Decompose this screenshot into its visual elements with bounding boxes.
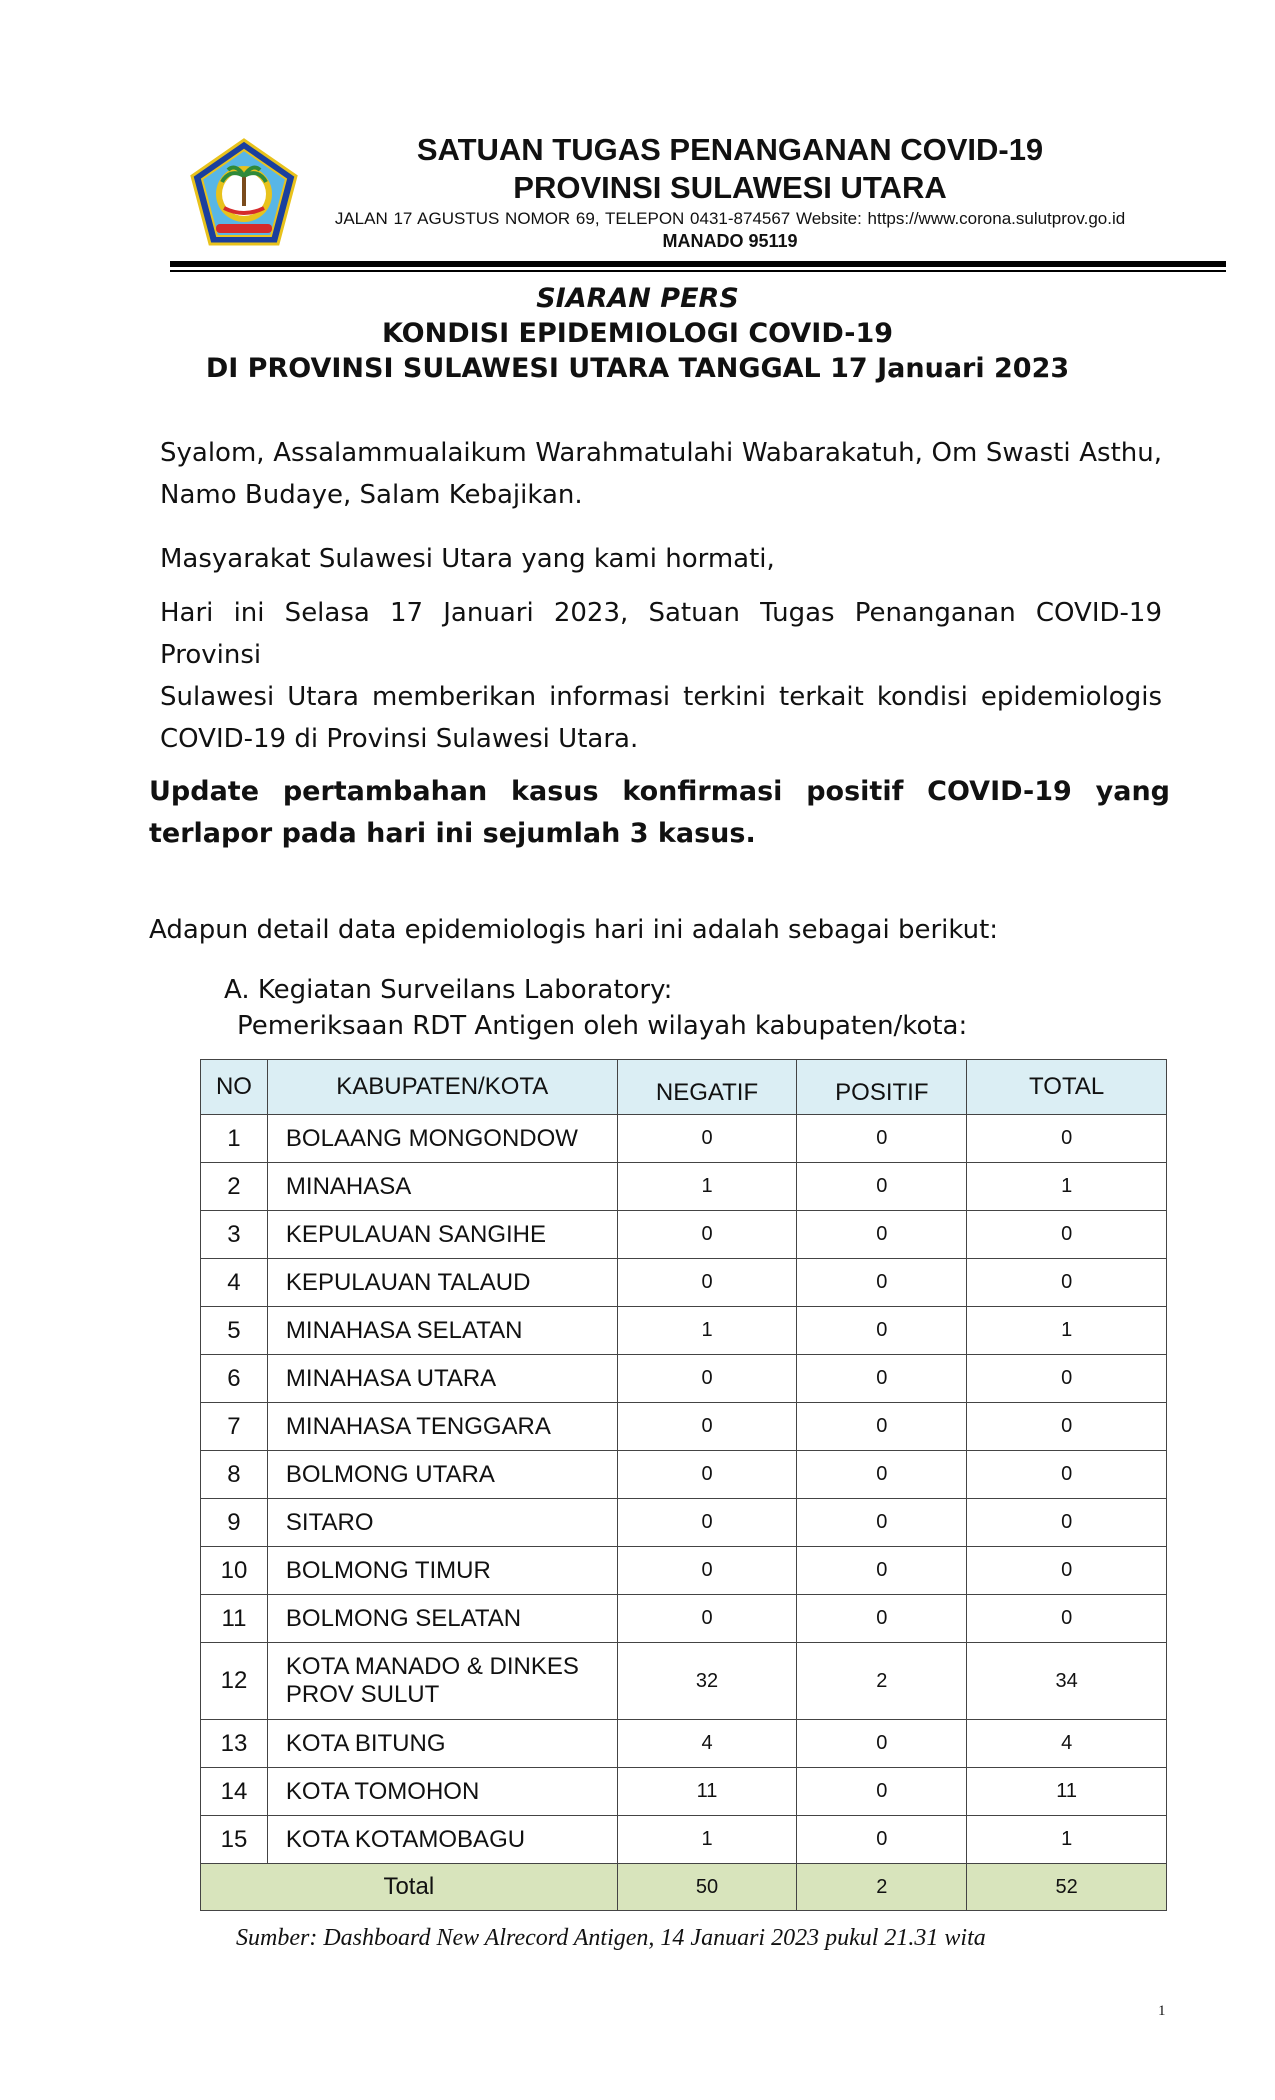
update-line2: terlapor pada hari ini sejumlah 3 kasus. bbox=[149, 818, 756, 849]
row-total: 0 bbox=[967, 1259, 1167, 1307]
intro-line1: Hari ini Selasa 17 Januari 2023, Satuan Tugas Penanganan COVID-19 Provinsi bbox=[160, 598, 1162, 670]
col-header-total: TOTAL bbox=[967, 1060, 1167, 1115]
row-no: 8 bbox=[201, 1451, 268, 1499]
table-row bbox=[201, 1816, 1167, 1864]
page-number: 1 bbox=[1158, 2003, 1166, 2019]
table-row bbox=[201, 1259, 1167, 1307]
row-region: BOLMONG TIMUR bbox=[267, 1547, 617, 1595]
intro-line3: COVID-19 di Provinsi Sulawesi Utara. bbox=[160, 724, 639, 754]
row-positive: 0 bbox=[797, 1499, 967, 1547]
row-no: 14 bbox=[201, 1768, 268, 1816]
row-negative: 4 bbox=[617, 1720, 797, 1768]
row-negative: 0 bbox=[617, 1355, 797, 1403]
row-positive: 0 bbox=[797, 1403, 967, 1451]
header-divider-thick bbox=[170, 261, 1226, 267]
header-divider-thin bbox=[170, 270, 1226, 272]
row-no: 1 bbox=[201, 1115, 268, 1163]
row-region: KEPULAUAN TALAUD bbox=[267, 1259, 617, 1307]
row-no: 4 bbox=[201, 1259, 268, 1307]
row-positive: 0 bbox=[797, 1720, 967, 1768]
row-total: 0 bbox=[967, 1451, 1167, 1499]
row-no: 15 bbox=[201, 1816, 268, 1864]
row-positive: 0 bbox=[797, 1451, 967, 1499]
intro-line2: Sulawesi Utara memberikan informasi terkini terkait kondisi epidemiologis bbox=[160, 682, 1162, 712]
row-no: 2 bbox=[201, 1163, 268, 1211]
table-row bbox=[201, 1547, 1167, 1595]
greeting-paragraph bbox=[160, 432, 1162, 516]
row-negative: 0 bbox=[617, 1499, 797, 1547]
update-paragraph bbox=[149, 771, 1170, 855]
row-region: KOTA MANADO & DINKES PROV SULUT bbox=[267, 1643, 617, 1720]
table-row bbox=[201, 1355, 1167, 1403]
row-region: KEPULAUAN SANGIHE bbox=[267, 1211, 617, 1259]
row-negative: 1 bbox=[617, 1163, 797, 1211]
row-positive: 0 bbox=[797, 1768, 967, 1816]
row-region: BOLMONG SELATAN bbox=[267, 1595, 617, 1643]
row-total: 11 bbox=[967, 1768, 1167, 1816]
row-negative: 1 bbox=[617, 1816, 797, 1864]
total-label: Total bbox=[201, 1864, 618, 1911]
table-header-row bbox=[201, 1060, 1167, 1115]
row-total: 0 bbox=[967, 1595, 1167, 1643]
table-row bbox=[201, 1499, 1167, 1547]
row-region: KOTA BITUNG bbox=[267, 1720, 617, 1768]
row-negative: 0 bbox=[617, 1259, 797, 1307]
table-row bbox=[201, 1768, 1167, 1816]
row-total: 0 bbox=[967, 1547, 1167, 1595]
row-region: MINAHASA SELATAN bbox=[267, 1307, 617, 1355]
row-region: KOTA KOTAMOBAGU bbox=[267, 1816, 617, 1864]
row-total: 0 bbox=[967, 1115, 1167, 1163]
total-negative: 50 bbox=[617, 1864, 797, 1911]
row-negative: 11 bbox=[617, 1768, 797, 1816]
row-negative: 0 bbox=[617, 1451, 797, 1499]
table-row bbox=[201, 1163, 1167, 1211]
intro-paragraph bbox=[160, 592, 1162, 760]
row-total: 1 bbox=[967, 1816, 1167, 1864]
col-header-negative: NEGATIF bbox=[617, 1060, 797, 1115]
row-no: 11 bbox=[201, 1595, 268, 1643]
row-no: 9 bbox=[201, 1499, 268, 1547]
row-negative: 1 bbox=[617, 1307, 797, 1355]
col-header-no: NO bbox=[201, 1060, 268, 1115]
row-region: MINAHASA TENGGARA bbox=[267, 1403, 617, 1451]
row-total: 1 bbox=[967, 1163, 1167, 1211]
rdt-antigen-table bbox=[200, 1059, 1167, 1911]
row-negative: 32 bbox=[617, 1643, 797, 1720]
table-row bbox=[201, 1643, 1167, 1720]
provincial-emblem-icon bbox=[186, 136, 302, 252]
org-city: MANADO 95119 bbox=[662, 231, 798, 251]
row-positive: 0 bbox=[797, 1816, 967, 1864]
row-positive: 0 bbox=[797, 1547, 967, 1595]
table-row bbox=[201, 1720, 1167, 1768]
press-title-line2: DI PROVINSI SULAWESI UTARA TANGGAL 17 Januari 2023 bbox=[205, 353, 1070, 384]
row-no: 6 bbox=[201, 1355, 268, 1403]
row-no: 13 bbox=[201, 1720, 268, 1768]
row-total: 4 bbox=[967, 1720, 1167, 1768]
row-no: 7 bbox=[201, 1403, 268, 1451]
row-positive: 0 bbox=[797, 1163, 967, 1211]
row-total: 0 bbox=[967, 1499, 1167, 1547]
detail-intro: Adapun detail data epidemiologis hari ini adalah sebagai berikut: bbox=[149, 915, 999, 945]
table-row bbox=[201, 1307, 1167, 1355]
col-header-positive: POSITIF bbox=[797, 1060, 967, 1115]
row-region: KOTA TOMOHON bbox=[267, 1768, 617, 1816]
row-negative: 0 bbox=[617, 1547, 797, 1595]
update-line1: Update pertambahan kasus konfirmasi positif COVID-19 yang bbox=[149, 776, 1170, 807]
row-region: BOLAANG MONGONDOW bbox=[267, 1115, 617, 1163]
col-header-region: KABUPATEN/KOTA bbox=[267, 1060, 617, 1115]
row-no: 12 bbox=[201, 1643, 268, 1720]
row-total: 0 bbox=[967, 1403, 1167, 1451]
row-total: 0 bbox=[967, 1211, 1167, 1259]
row-region: SITARO bbox=[267, 1499, 617, 1547]
row-positive: 0 bbox=[797, 1595, 967, 1643]
row-region: MINAHASA bbox=[267, 1163, 617, 1211]
row-positive: 0 bbox=[797, 1211, 967, 1259]
table-total-row bbox=[201, 1864, 1167, 1911]
table-row bbox=[201, 1403, 1167, 1451]
row-region: BOLMONG UTARA bbox=[267, 1451, 617, 1499]
greeting-line1: Syalom, Assalammualaikum Warahmatulahi Wabarakatuh, Om Swasti Asthu, bbox=[160, 438, 1162, 468]
press-label: SIARAN PERS bbox=[536, 283, 739, 314]
source-note: Sumber: Dashboard New Alrecord Antigen, 14 Januari 2023 pukul 21.31 wita bbox=[236, 1925, 986, 1951]
row-negative: 0 bbox=[617, 1211, 797, 1259]
section-a-heading: A. Kegiatan Surveilans Laboratory: bbox=[224, 975, 673, 1005]
row-total: 34 bbox=[967, 1643, 1167, 1720]
row-negative: 0 bbox=[617, 1115, 797, 1163]
table-row bbox=[201, 1211, 1167, 1259]
total-total: 52 bbox=[967, 1864, 1167, 1911]
org-name-line1: SATUAN TUGAS PENANGANAN COVID-19 bbox=[416, 132, 1044, 167]
section-a-subheading: Pemeriksaan RDT Antigen oleh wilayah kabupaten/kota: bbox=[237, 1011, 968, 1041]
row-positive: 0 bbox=[797, 1355, 967, 1403]
table-row bbox=[201, 1451, 1167, 1499]
salutation: Masyarakat Sulawesi Utara yang kami hormati, bbox=[160, 544, 775, 574]
row-total: 0 bbox=[967, 1355, 1167, 1403]
table-row bbox=[201, 1115, 1167, 1163]
row-no: 3 bbox=[201, 1211, 268, 1259]
table-row bbox=[201, 1595, 1167, 1643]
org-address: JALAN 17 AGUSTUS NOMOR 69, TELEPON 0431-874567 Website: https://www.corona.sulutprov.go.id bbox=[334, 209, 1126, 228]
press-title-line1: KONDISI EPIDEMIOLOGI COVID-19 bbox=[381, 318, 894, 349]
row-negative: 0 bbox=[617, 1403, 797, 1451]
total-positive: 2 bbox=[797, 1864, 967, 1911]
greeting-line2: Namo Budaye, Salam Kebajikan. bbox=[160, 480, 583, 510]
org-name-line2: PROVINSI SULAWESI UTARA bbox=[513, 170, 947, 205]
row-no: 5 bbox=[201, 1307, 268, 1355]
row-total: 1 bbox=[967, 1307, 1167, 1355]
row-negative: 0 bbox=[617, 1595, 797, 1643]
row-positive: 0 bbox=[797, 1115, 967, 1163]
row-positive: 0 bbox=[797, 1307, 967, 1355]
row-no: 10 bbox=[201, 1547, 268, 1595]
row-positive: 2 bbox=[797, 1643, 967, 1720]
row-positive: 0 bbox=[797, 1259, 967, 1307]
row-region: MINAHASA UTARA bbox=[267, 1355, 617, 1403]
